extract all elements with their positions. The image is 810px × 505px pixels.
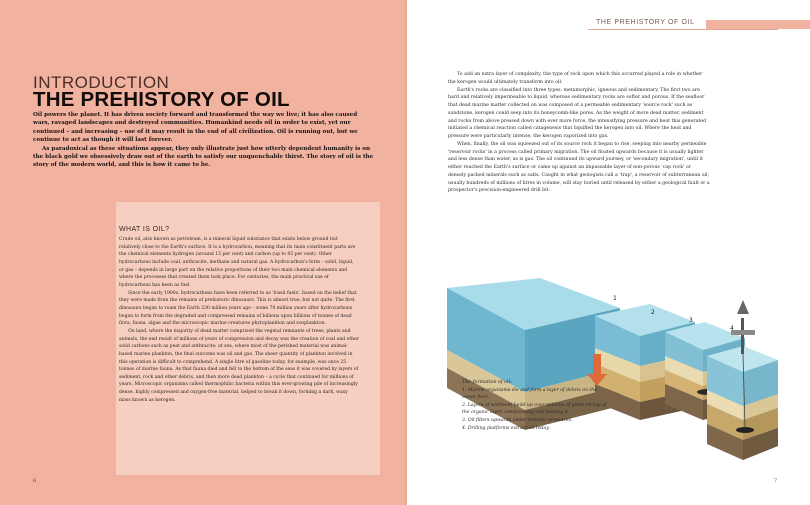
stage-marker-1: 1 bbox=[613, 295, 617, 302]
caption-step: 3. Oil filters upwards under tectonic pressures. bbox=[462, 417, 573, 423]
oil-formation-illustration bbox=[445, 270, 780, 472]
intro-text bbox=[33, 111, 375, 170]
stage-marker-4: 4 bbox=[730, 325, 734, 332]
running-head-tab bbox=[706, 20, 810, 29]
right-body-text bbox=[448, 71, 710, 195]
sidebar-paragraph: Since the early 1900s, hydrocarbons have been referred to as 'fossil fuels', based on the belief that they were made from the remains of prehistoric dinosaurs. This is almost true, but not quite. The first dinosaurs began to roam the Earth 230 million years ago – some 70 million years after hydrocarbons began to form from the degraded and compressed remains of billions upon billions of tonnes of dead flora, fauna, algae and the microscopic marine creatures phytoplankton and zooplankton. bbox=[119, 290, 357, 327]
body-paragraph: When, finally, the oil was squeezed out of its source rock it began to rise, seeping into nearby permeable 'reservoir rocks' in a process called primary migration. The oil floated upwards because it is usually lighter and less dense than water, as is gas. The oil continued its upward journey, or 'secondary migration', until it either reached the Earth's surface or came up against an impassable layer of non-porous 'cap rock' or densely packed minerals such as salts. Caught in what geologists call a 'trap', a reservoir of subterranean oil, usually hundreds of millions of litres in volume, will stay buried until released by either a geological fault or a prospector's precision-engineered drill bit. bbox=[448, 141, 710, 194]
sidebar-paragraph: On land, where the majority of dead matter comprised the vegetal remnants of trees, plants and animals, the end result of millions of years of compression and decay was the creation of coal and other solid carbons such as peat and anthracite; at sea, where most of the perished material was animal-based marine plankton, the final outcome was oil and gas. The sheer quantity of plankton involved in this operation is difficult to comprehend. A single litre of gasoline today, for example, was once 25 tonnes of marine fauna. As that fauna died and fell to the bottom of the seas it was covered by layers of sediment, rock and other debris, and then more dead plankton – a cycle that continued for millions of years. Microscopic organisms called thermophilic bacteria within this ever-growing pile of increasingly dense, highly compressed and oxygen-free material, helped to break it down, forming a dark, waxy mass known as kerogen. bbox=[119, 328, 359, 403]
intro-paragraph: As paradoxical as these situations appear, they only illustrate just how utterly dependent humanity is on the black gold we obsessively draw out of the earth to satisfy our unquenchable thirst. The story of oil is the story of the modern world, and this is how it came to be. bbox=[33, 145, 374, 169]
caption-step: 4. Drilling platforms extract oil today. bbox=[462, 425, 550, 431]
figure-caption bbox=[462, 379, 612, 432]
running-head-text: THE PREHISTORY OF OIL bbox=[596, 19, 695, 26]
caption-step: 2. Layers of sediment build up over millions of years on top of the organic layer, compressing and heating it. bbox=[462, 402, 607, 416]
chapter-eyebrow: INTRODUCTION bbox=[33, 73, 170, 92]
stage-marker-2: 2 bbox=[651, 309, 655, 316]
body-paragraph: Earth's rocks are classified into three types: metamorphic, igneous and sedimentary. The first two are hard and relatively impermeable to liquid, whereas sedimentary rocks are softer and porous. If the seafloor that dead marine matter collected on was composed of a permeable sedimentary 'source rock' such as sandstone, kerogen could seep into its honeycomb-like pores. As the weight of more dead matter, sediment and rocks from above pressed down with ever more force, the intensifying pressure and heat this generated initiated a chemical reaction called catagenesis that liquified the kerogen into oil. Where the heat and pressure were particularly intense, the kerogen vaporized into gas. bbox=[448, 87, 707, 139]
sidebar-body bbox=[119, 236, 359, 404]
stage-4-block bbox=[707, 300, 778, 460]
page-title: THE PREHISTORY OF OIL bbox=[33, 88, 290, 111]
caption-title: The formation of oil: bbox=[462, 380, 512, 385]
caption-steps bbox=[462, 387, 612, 433]
caption-step: 1. Marine organisms die and form a layer of debris on the ocean floor. bbox=[462, 387, 597, 401]
body-paragraph: To add an extra layer of complexity, the type of rock upon which this occurred played a role in whether the kerogen would ultimately transform into oil. bbox=[448, 72, 703, 85]
stage-marker-3: 3 bbox=[689, 317, 693, 324]
page-number-left: 6 bbox=[33, 478, 37, 484]
page-number-right: 7 bbox=[774, 478, 778, 484]
sidebar-heading: WHAT IS OIL? bbox=[119, 226, 170, 233]
sidebar-paragraph: Crude oil, also known as petroleum, is a mineral liquid substance that exists below ground but relatively close to the Earth's surface. It is a hydrocarbon, meaning that its main constituent parts are the chemical elements hydrogen (around 15 per cent) and carbon (up to 85 per cent). Other hydrocarbons include coal, anthracite, methane and natural gas. A hydrocarbon's form – solid, liquid, or gas – depends in large part on the relative proportions of their two main chemical elements and where the processes that created them took place. For centuries, the main practical use of hydrocarbons has been as fuel. bbox=[119, 237, 356, 288]
intro-paragraph: Oil powers the planet. It has driven society forward and transformed the way we live; it has also caused wars, ravaged landscapes and destroyed communities. Humankind needs oil in order to exist, yet our continued – and increasing – use of it may result in the end of all civilization. Oil is running out, but we continue to act as though it will last forever. bbox=[33, 112, 358, 144]
